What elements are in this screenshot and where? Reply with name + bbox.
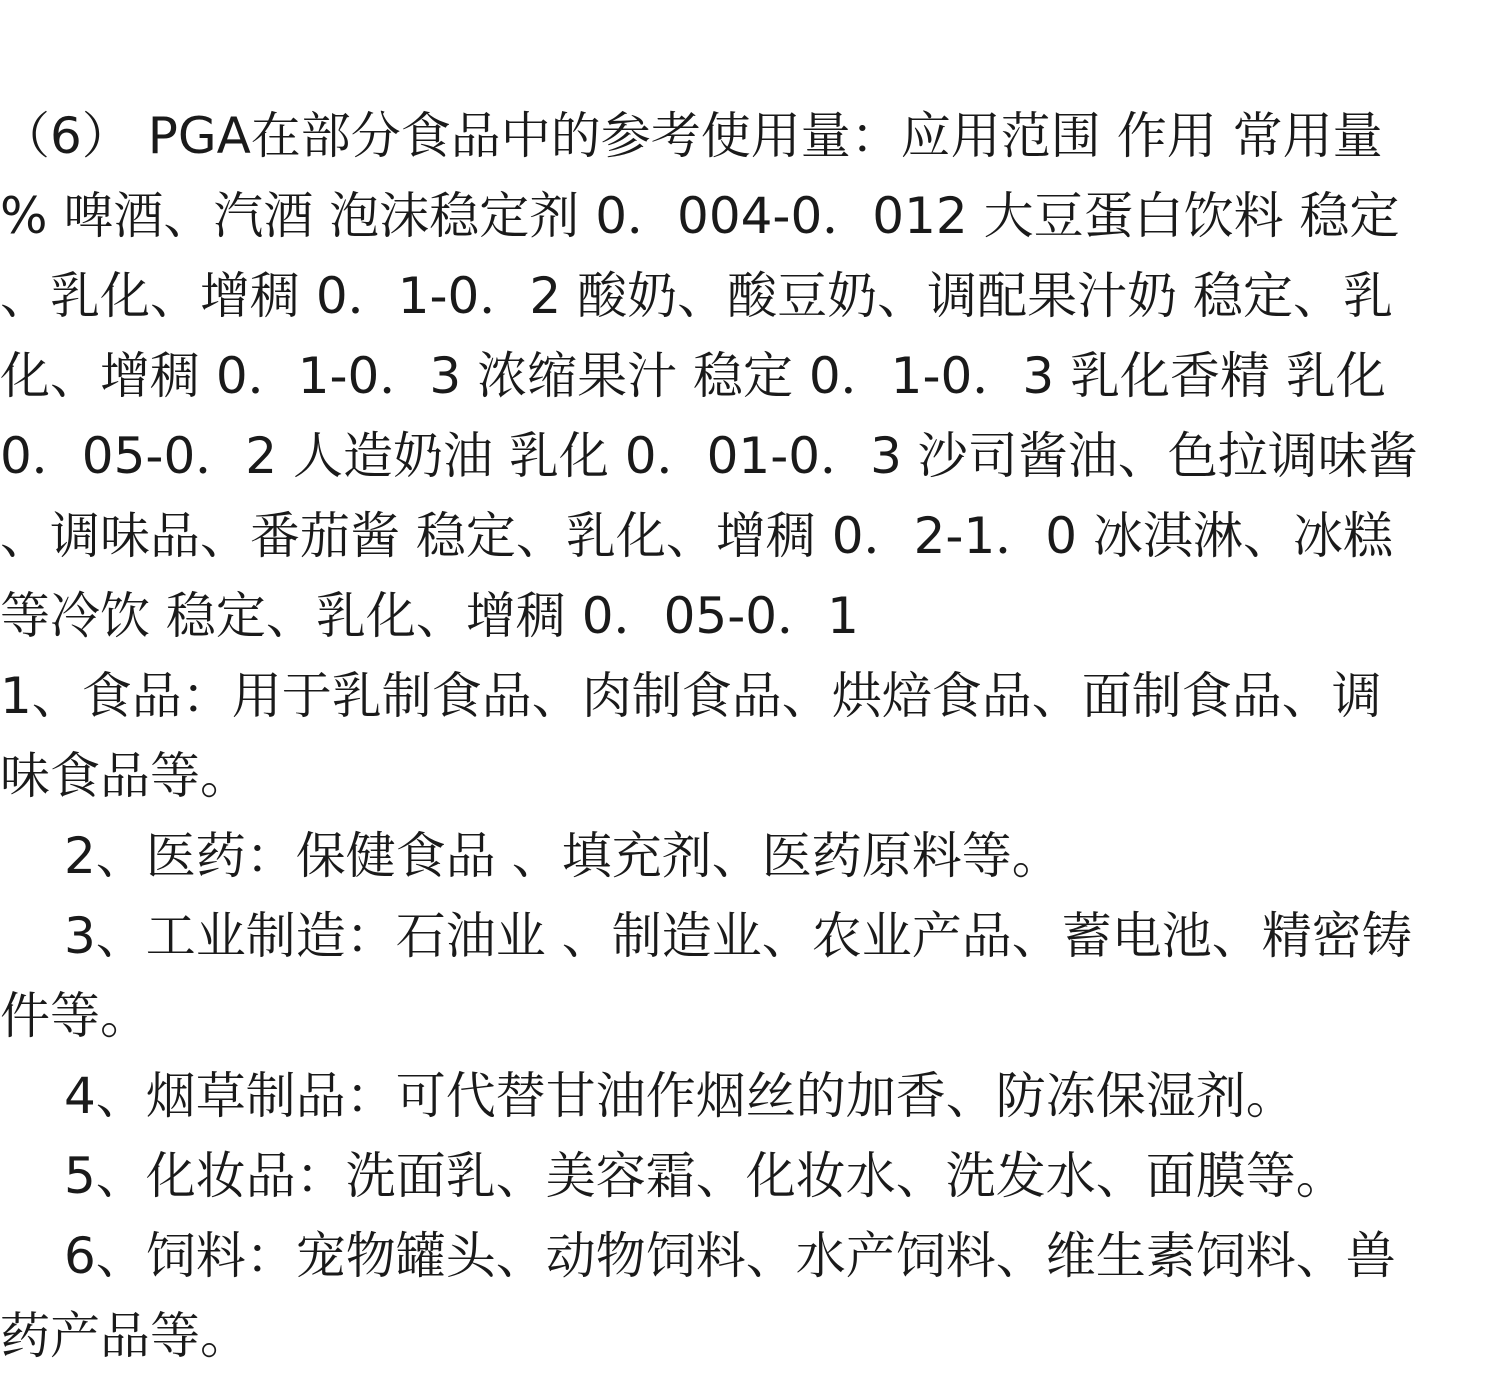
application-industry-line-2: 件等。: [0, 987, 150, 1045]
clipped-previous-line: [60, 0, 76, 18]
application-food-line-2: 味食品等。: [0, 747, 250, 805]
application-feed-line-2: 药产品等。: [0, 1307, 250, 1365]
application-industry-line-1: 3、工业制造：石油业 、制造业、农业产品、蓄电池、精密铸: [64, 907, 1412, 965]
paragraph-6-line-5: 0．05-0．2 人造奶油 乳化 0．01-0．3 沙司酱油、色拉调味酱: [0, 427, 1418, 485]
paragraph-6-line-4: 化、增稠 0．1-0．3 浓缩果汁 稳定 0．1-0．3 乳化香精 乳化: [0, 347, 1386, 405]
application-medicine-line-1: 2、医药：保健食品 、填充剂、医药原料等。: [64, 827, 1062, 885]
application-cosmetics-line-1: 5、化妆品：洗面乳、美容霜、化妆水、洗发水、面膜等。: [64, 1147, 1346, 1205]
paragraph-6-line-3: 、乳化、增稠 0．1-0．2 酸奶、酸豆奶、调配果汁奶 稳定、乳: [0, 267, 1393, 325]
paragraph-6-line-7: 等冷饮 稳定、乳化、增稠 0．05-0．1: [0, 587, 859, 645]
application-tobacco-line-1: 4、烟草制品：可代替甘油作烟丝的加香、防冻保湿剂。: [64, 1067, 1296, 1125]
paragraph-6-line-2: % 啤酒、汽酒 泡沫稳定剂 0．004-0．012 大豆蛋白饮料 稳定: [0, 187, 1400, 245]
application-food-line-1: 1、食品：用于乳制食品、肉制食品、烘焙食品、面制食品、调: [0, 667, 1382, 725]
paragraph-6-line-1: （6） PGA在部分食品中的参考使用量：应用范围 作用 常用量: [0, 107, 1383, 165]
paragraph-6-line-6: 、调味品、番茄酱 稳定、乳化、增稠 0．2-1．0 冰淇淋、冰糕: [0, 507, 1393, 565]
application-feed-line-1: 6、饲料：宠物罐头、动物饲料、水产饲料、维生素饲料、兽: [64, 1227, 1396, 1285]
